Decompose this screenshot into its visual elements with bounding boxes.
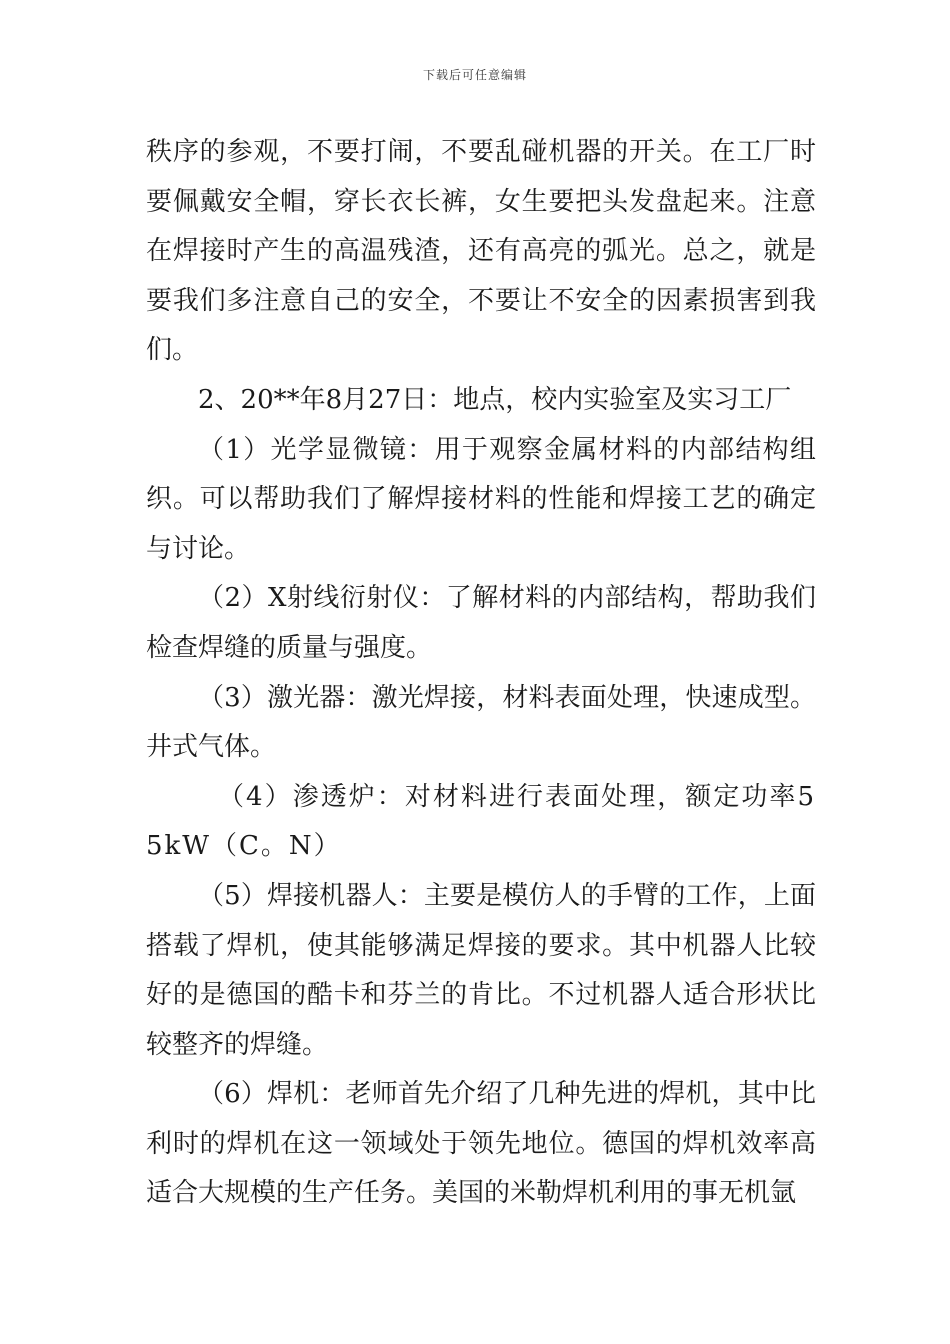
paragraph-xray-diffractometer: （2）X射线衍射仪：了解材料的内部结构，帮助我们检查焊缝的质量与强度。 <box>146 583 816 663</box>
paragraph-carburizing-furnace: （4）渗透炉：对材料进行表面处理，额定功率55kW（C。N） <box>146 781 816 862</box>
paragraph-optical-microscope: （1）光学显微镜：用于观察金属材料的内部结构组织。可以帮助我们了解焊接材料的性能和焊接工艺的确定与讨论。 <box>146 434 816 564</box>
paragraph-welding-robot: （5）焊接机器人：主要是模仿人的手臂的工作，上面搭载了焊机，使其能够满足焊接的要求。其中机器人比较好的是德国的酷卡和芬兰的肯比。不过机器人适合形状比较整齐的焊缝。 <box>146 880 816 1060</box>
paragraph-date-location: 2、20**年8月27日：地点，校内实验室及实习工厂 <box>198 384 792 415</box>
page-header: 下载后可任意编辑 <box>422 68 527 82</box>
document-body <box>146 128 816 1219</box>
paragraph-laser: （3）激光器：激光焊接，材料表面处理，快速成型。井式气体。 <box>146 682 816 763</box>
paragraph-welder: （6）焊机：老师首先介绍了几种先进的焊机，其中比利时的焊机在这一领域处于领先地位。德国的焊机效率高适合大规模的生产任务。美国的米勒焊机利用的事无机氩 <box>146 1079 816 1209</box>
paragraph-safety: 秩序的参观，不要打闹，不要乱碰机器的开关。在工厂时要佩戴安全帽，穿长衣长裤，女生要把头发盘起来。注意在焊接时产生的高温残渣，还有高亮的弧光。总之，就是要我们多注意自己的安全，不要让不安全的因素损害到我们。 <box>146 137 816 366</box>
